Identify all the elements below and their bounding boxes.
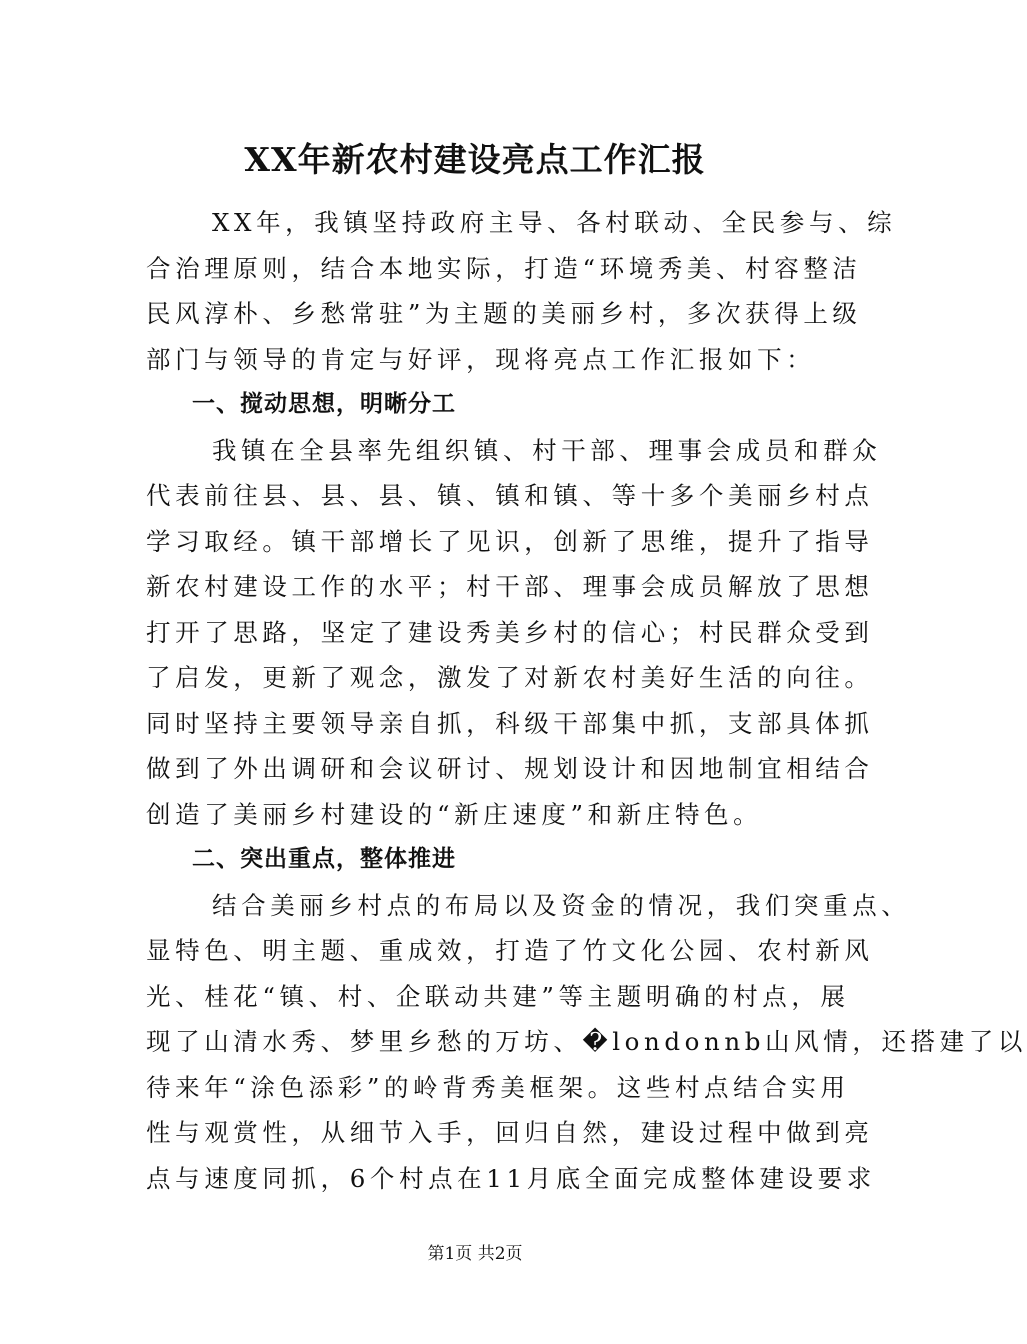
section-heading-1: 一、搅动思想，明晰分工	[192, 391, 456, 417]
text-line: 做到了外出调研和会议研讨、规划设计和因地制宜相结合	[146, 754, 874, 783]
text-line: 性与观赏性，从细节入手，回归自然，建设过程中做到亮	[146, 1118, 874, 1147]
text-line: XX年，我镇坚持政府主导、各村联动、全民参与、综	[212, 208, 897, 237]
section-heading-2: 二、突出重点，整体推进	[192, 846, 456, 872]
text-line: 结合美丽乡村点的布局以及资金的情况，我们突重点、	[212, 890, 911, 920]
text-line: 新农村建设工作的水平；村干部、理事会成员解放了思想	[146, 572, 874, 601]
text-line: 部门与领导的肯定与好评，现将亮点工作汇报如下：	[146, 344, 816, 374]
text-line: 打开了思路，坚定了建设秀美乡村的信心；村民群众受到	[146, 617, 874, 647]
text-line: 了启发，更新了观念，激发了对新农村美好生活的向往。	[146, 663, 874, 692]
paragraph-section-2	[146, 883, 1027, 1202]
document-body	[146, 200, 1027, 1201]
paragraph-intro	[146, 200, 897, 382]
paragraph-section-1	[146, 428, 882, 838]
document-title: XX年新农村建设亮点工作汇报	[244, 140, 706, 179]
page-footer: 第1页 共2页	[427, 1244, 523, 1264]
text-line: 我镇在全县率先组织镇、村干部、理事会成员和群众	[212, 435, 882, 465]
text-line: 待来年“涂色添彩”的岭背秀美框架。这些村点结合实用	[146, 1072, 850, 1102]
text-line: 点与速度同抓，6个村点在11月底全面完成整体建设要求	[146, 1163, 876, 1193]
text-line: 创造了美丽乡村建设的“新庄速度”和新庄特色。	[146, 799, 763, 829]
text-line: 代表前往县、县、县、镇、镇和镇、等十多个美丽乡村点	[146, 481, 874, 510]
text-line: 合治理原则，结合本地实际，打造“环境秀美、村容整洁	[146, 253, 862, 283]
text-line: 光、桂花“镇、村、企联动共建”等主题明确的村点，展	[146, 981, 850, 1011]
text-line: 民风淳朴、乡愁常驻”为主题的美丽乡村，多次获得上级	[146, 299, 862, 328]
text-line: 现了山清水秀、梦里乡愁的万坊、�londonnb山风情，还搭建了以	[146, 1027, 1027, 1056]
text-line: 同时坚持主要领导亲自抓，科级干部集中抓，支部具体抓	[146, 708, 874, 738]
text-line: 学习取经。镇干部增长了见识，创新了思维，提升了指导	[146, 526, 874, 556]
text-line: 显特色、明主题、重成效，打造了竹文化公园、农村新风	[146, 936, 874, 965]
